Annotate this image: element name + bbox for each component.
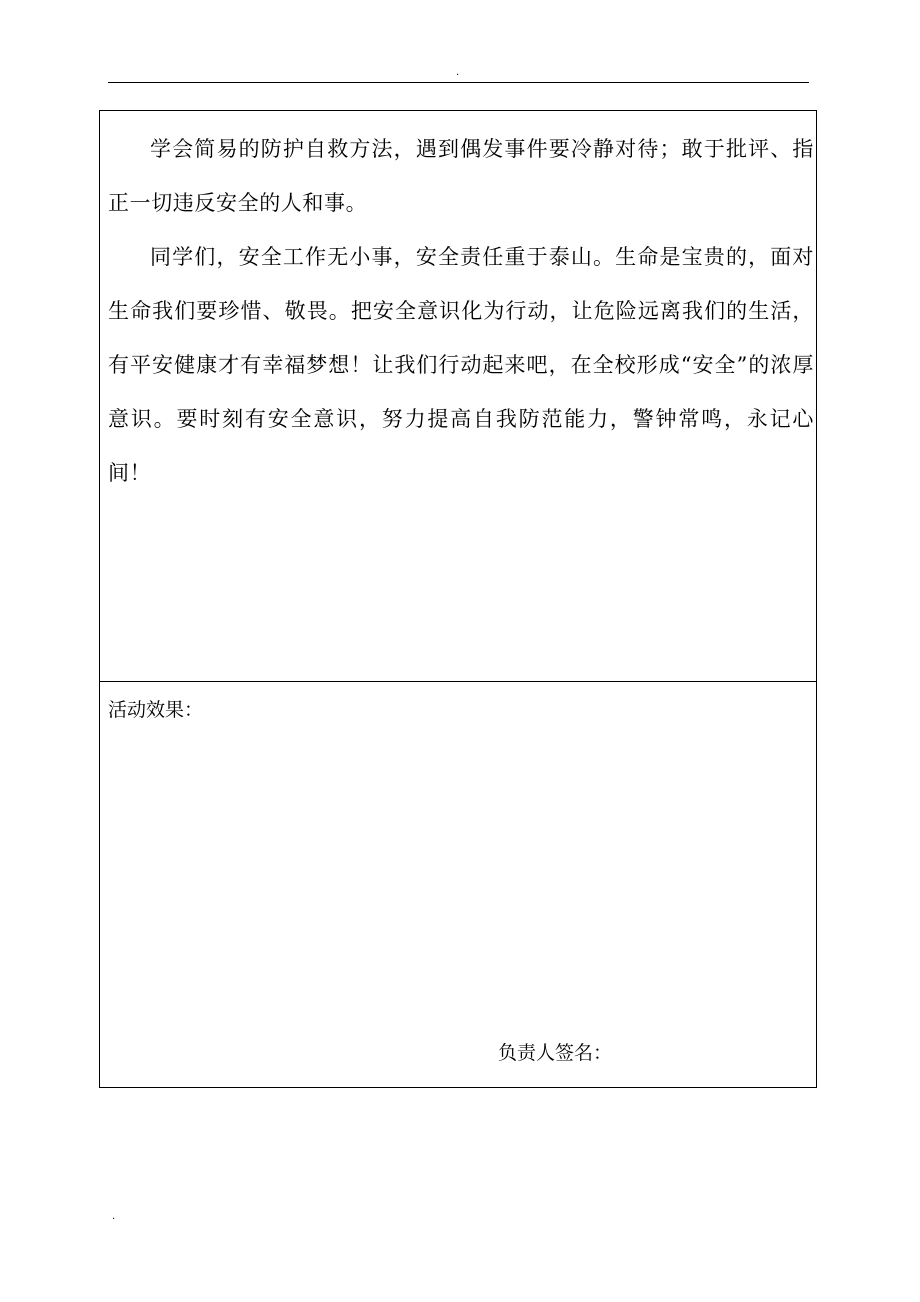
header-rule (108, 82, 809, 83)
effect-cell (100, 682, 816, 1087)
footer-mark: . (112, 1211, 116, 1222)
effect-label: 活动效果： (108, 699, 204, 721)
activity-record-table (99, 110, 817, 1088)
header-mark: . (456, 67, 460, 78)
signature-label: 负责人签名： (498, 1042, 613, 1064)
content-paragraph-1: 学会简易的防护自救方法，遇到偶发事件要冷静对待；敢于批评、指正一切违反安全的人和事。 (108, 137, 814, 215)
content-cell (100, 111, 816, 682)
content-paragraph-2: 同学们，安全工作无小事，安全责任重于泰山。生命是宝贵的，面对生命我们要珍惜、敬畏。把安全意识化为行动，让危险远离我们的生活，有平安健康才有幸福梦想！让我们行动起来吧，在全校形成“安全”的浓厚意识。要时刻有安全意识，努力提高自我防范能力，警钟常鸣，永记心间！ (108, 245, 814, 485)
